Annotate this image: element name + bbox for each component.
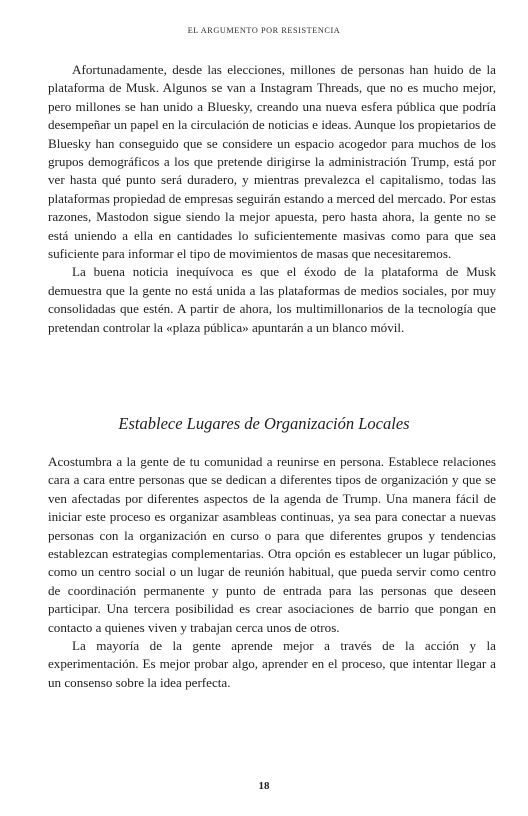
body-paragraph: La buena noticia inequívoca es que el éxodo de la plataforma de Musk demuestra que la gente no está unida a las plataformas de medios sociales, por muy consolidadas que estén. A partir de ahora, los multimillonarios de la tecnología que pretendan controlar la «plaza pública» apuntarán a un blanco móvil. [48,264,496,335]
body-paragraph: La mayoría de la gente aprende mejor a través de la acción y la experimentación. Es mejor probar algo, aprender en el proceso, que intentar llegar a un consenso sobre la idea perfecta. [48,638,496,690]
body-paragraph: Acostumbra a la gente de tu comunidad a reunirse en persona. Establece relaciones cara a cara entre personas que se dedican a diferentes tipos de organización y que se ven afectadas por diferentes aspectos de la agenda de Trump. Una manera fácil de iniciar este proceso es organizar asambleas continuas, ya sea para conectar a nuevas personas con la organización en curso o para que diferentes grupos y tendencias establezcan estrategias complementarias. Otra opción es establecer un lugar público, como un centro social o un lugar de reunión habitual, que pueda servir como centro de coordinación permanente y punto de entrada para las personas que deseen participar. Una tercera posibilidad es crear asociaciones de barrio que pongan en contacto a quienes viven y trabajan cerca unos de otros. [48,454,496,635]
body-paragraph: Afortunadamente, desde las elecciones, millones de personas han huido de la plataforma de Musk. Algunos se van a Instagram Threads, que no es mucho mejor, pero millones se han unido a Bluesky, creando una nueva esfera pública que podría desempeñar un papel en la circulación de noticias e ideas. Aunque los propietarios de Bluesky han conseguido que se considere un espacio acogedor para muchos de los grupos demográficos a los que pretende dirigirse la administración Trump, está por ver hasta qué punto será duradero, y mientras prevalezca el capitalismo, todas las plataformas propiedad de empresas seguirán estando a merced del mercado. Por estas razones, Mastodon sigue siendo la mejor apuesta, pero hasta ahora, la gente no se está uniendo a ella en cantidades lo suficientemente masivas como para que sea suficiente para informar el tipo de movimientos de masas que necesitaremos. [48,62,496,262]
section-heading: Establece Lugares de Organización Locales [118,414,410,433]
body-section-top [48,61,496,337]
body-section-bottom [48,453,496,692]
page-number: 18 [258,780,270,792]
running-header: EL ARGUMENTO POR RESISTENCIA [187,26,341,35]
